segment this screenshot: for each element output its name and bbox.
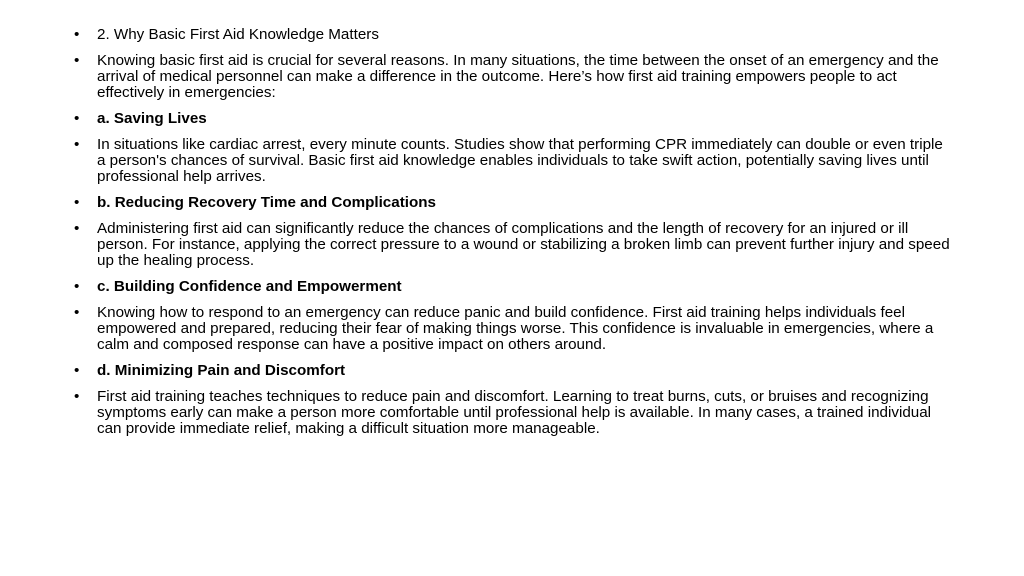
list-item-text: c. Building Confidence and Empowerment [97, 278, 402, 295]
list-item-text: a. Saving Lives [97, 110, 207, 127]
list-item-text: d. Minimizing Pain and Discomfort [97, 362, 346, 379]
list-item-confidence-body [74, 305, 954, 353]
list-item-heading-why [74, 27, 954, 43]
bullet-icon: • [74, 52, 80, 69]
bullet-icon: • [74, 194, 80, 211]
bullet-icon: • [74, 362, 80, 379]
list-item-text: b. Reducing Recovery Time and Complications [97, 194, 436, 211]
bullet-icon: • [74, 136, 80, 153]
list-item-recovery-body [74, 221, 954, 269]
bullet-icon: • [74, 304, 80, 321]
list-item-pain-body [74, 389, 954, 437]
list-item-heading-saving-lives [74, 111, 954, 127]
list-item-text: Knowing basic first aid is crucial for several reasons. In many situations, the time between the onset of an emergency and the arrival of medical personnel can make a difference in the outcome. Here’s how first aid training empowers people to act effectively in emergencies: [97, 52, 939, 101]
bullet-list [74, 27, 954, 447]
bullet-icon: • [74, 220, 80, 237]
bullet-icon: • [74, 110, 80, 127]
list-item-text: In situations like cardiac arrest, every minute counts. Studies show that performing CPR immediately can double or even triple a person's chances of survival. Basic first aid knowledge enables individuals to take swift action, potentially saving lives until professional help arrives. [97, 136, 943, 185]
list-item-heading-pain [74, 363, 954, 379]
list-item-text: First aid training teaches techniques to reduce pain and discomfort. Learning to treat burns, cuts, or bruises and recognizing symptoms early can make a person more comfortable until professional help is available. In many cases, a trained individual can provide immediate relief, making a difficult situation more manageable. [97, 388, 932, 437]
list-item-intro [74, 53, 954, 101]
list-item-heading-recovery [74, 195, 954, 211]
list-item-heading-confidence [74, 279, 954, 295]
list-item-text: Knowing how to respond to an emergency can reduce panic and build confidence. First aid training helps individuals feel empowered and prepared, reducing their fear of making things worse. This confidence is invaluable in emergencies, where a calm and composed response can have a positive impact on others around. [97, 304, 934, 353]
bullet-icon: • [74, 388, 80, 405]
bullet-icon: • [74, 26, 80, 43]
list-item-text: Administering first aid can significantly reduce the chances of complications and the length of recovery for an injured or ill person. For instance, applying the correct pressure to a wound or stabilizing a broken limb can prevent further injury and speed up the healing process. [97, 220, 950, 269]
list-item-text: 2. Why Basic First Aid Knowledge Matters [97, 26, 379, 43]
list-item-saving-lives-body [74, 137, 954, 185]
bullet-icon: • [74, 278, 80, 295]
